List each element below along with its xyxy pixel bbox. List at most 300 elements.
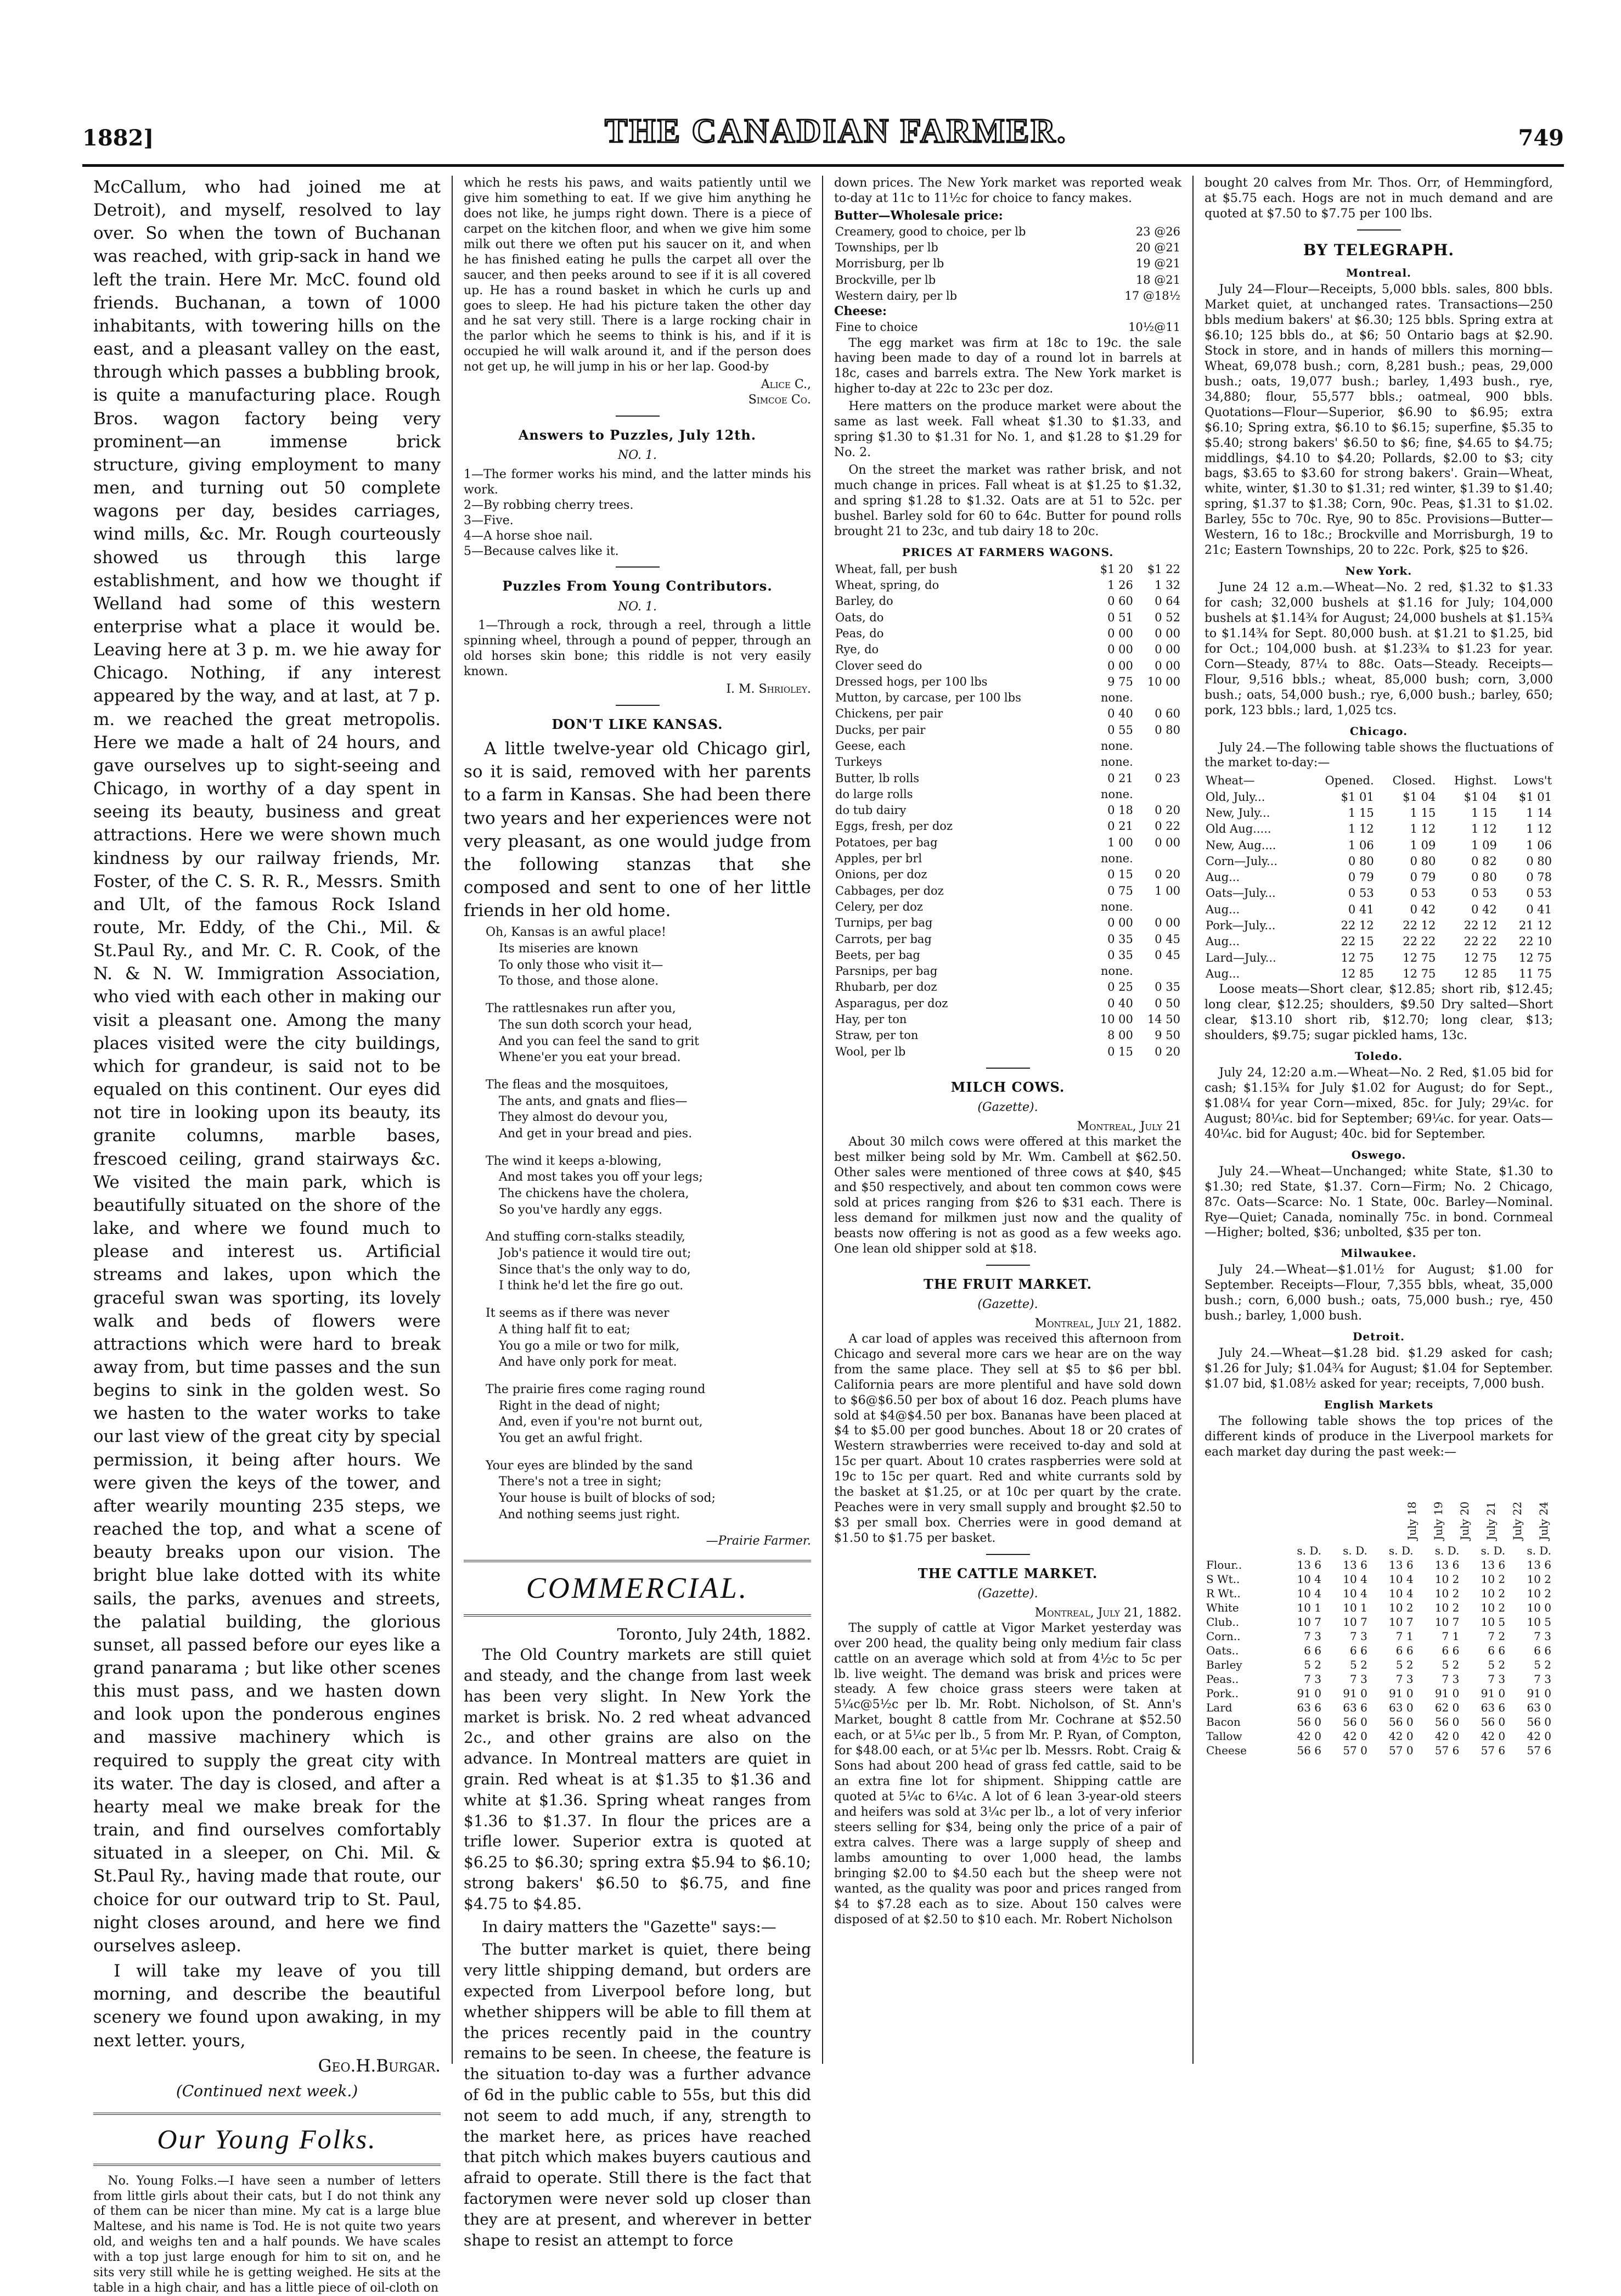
table-cell: 0 41: [1348, 902, 1374, 916]
poem-line: It seems as if there was never: [486, 1306, 669, 1321]
table-cell: [1134, 963, 1181, 979]
table-cell: 0 35: [1155, 980, 1180, 994]
answers-number: NO. 1.: [618, 448, 657, 463]
table-cell: 22 15: [1341, 935, 1374, 948]
column-3: [823, 176, 1194, 2064]
butter-heading: Butter—Wholesale price:: [834, 208, 1003, 223]
table-cell: 10 00: [1100, 1013, 1133, 1026]
table-cell: 56 6: [1297, 1743, 1322, 1757]
table-cell: 1 09: [1410, 838, 1436, 852]
young-folks-text: No. Young Folks.—I have seen a number of letters from little girls about their cats, but I do not think any of them can be nicer than mine. My cat is a large blue Maltese, and his name is Tod. He is not quite two years old, and weighs ten and a half pounds. We have scales with a top just large enough for him to sit on, and he sits very still while he is getting weighed. He sits at the table in a high chair, and has a little piece of oil-cloth on: [93, 2174, 441, 2295]
table-row: [1205, 1543, 1553, 1558]
divider: [986, 1554, 1030, 1555]
table-cell: none.: [1101, 787, 1133, 801]
table-row: [834, 787, 1181, 802]
cat-letter-location: Simcoe Co.: [748, 393, 811, 407]
table-cell: 20 @21: [1135, 241, 1180, 255]
poem-line: Job's patience it would tire out;: [499, 1247, 691, 1261]
commercial-gazette-intro: In dairy matters the "Gazette" says:—: [482, 1917, 776, 1936]
table-cell: Tallow: [1206, 1729, 1242, 1743]
table-cell: Hay, per ton: [835, 1013, 907, 1026]
table-cell: 0 25: [1107, 980, 1133, 994]
table-cell: 62 0: [1434, 1700, 1460, 1714]
table-cell: 0 50: [1155, 996, 1180, 1010]
table-cell: Wheat, fall, per bush: [835, 562, 958, 576]
table-cell: 91 0: [1434, 1686, 1460, 1700]
table-cell: 0 40: [1107, 707, 1133, 721]
continued-note: (Continued next week.): [176, 2081, 358, 2100]
commercial-dairy-text: The butter market is quiet, there being very little shipping demand, but orders are expected from Liverpool before long, but whether shippers will be able to fill them at the prices recently paid in the country remains to be seen. In cheese, the feature is the situation to-day was a further advance of 6d in the public cable to 55s, but this did not seem to add much, if any, strength to the market here, as prices have reached that pitch which makes buyers cautious and afraid to operate. Still there is the fact that factorymen were never sold up closer than they are at present, and wherever in better shape to resist an attempt to force: [464, 1940, 811, 2249]
table-cell: Oats..: [1206, 1643, 1239, 1657]
table-row: [834, 642, 1181, 658]
table-cell: 10 00: [1147, 675, 1180, 688]
table-cell: $1 04: [1403, 790, 1436, 804]
table-cell: 9 50: [1155, 1029, 1180, 1042]
milch-cows-dateline: Montreal, July 21: [1077, 1119, 1181, 1133]
table-cell: 10 7: [1389, 1615, 1414, 1629]
wagons-table: [834, 562, 1181, 1060]
table-row: [834, 738, 1181, 754]
english-date-label: July 22: [1511, 1501, 1524, 1540]
milwaukee-heading: Milwaukee.: [1341, 1247, 1417, 1260]
table-row: [834, 818, 1181, 834]
table-cell: Asparagus, per doz: [835, 996, 948, 1010]
commercial-heading: COMMERCIAL.: [464, 1560, 811, 1616]
table-cell: Aug...: [1206, 967, 1240, 980]
table-cell: 7 1: [1442, 1629, 1460, 1643]
newyork-text: June 24 12 a.m.—Wheat—No. 2 red, $1.32 to $1.33 for cash; 32,000 bushels at $1.16 for July; 104,000 bushels at $1.14¾ for August; 24,000 bushels at $1.15¾ to $1.14¾ for Sept. 80,000 bush. at $1.21 to $1.25, bid for Oct.; 104,000 bush. at $1.23¾ to $1.23 for year. Corn—Steady, 87¼ to 88c. Oats—Steady. Receipts—Flour, 9,516 bbls.; wheat, 85,000 bush; corn, 3,000 bush.; oats, 54,000 bush.; rye, 6,000 bush.; barley, 650; pork, 123 bbls.; lard, 1,025 tcs.: [1205, 581, 1553, 717]
fruit-market-source: (Gazette).: [977, 1298, 1038, 1312]
table-row: [834, 851, 1181, 867]
table-row: [1205, 1615, 1553, 1629]
table-row: [834, 706, 1181, 722]
kansas-poem: [464, 924, 811, 1523]
table-cell: none.: [1101, 691, 1133, 705]
table-cell: 63 6: [1297, 1700, 1322, 1714]
table-cell: none.: [1101, 852, 1133, 866]
table-cell: 57 0: [1389, 1743, 1414, 1757]
table-cell: 6 6: [1488, 1643, 1506, 1657]
cheese-table: [834, 319, 1181, 335]
table-cell: 0 00: [1107, 916, 1133, 930]
poem-line: And, even if you're not burnt out,: [499, 1415, 703, 1429]
divider: [986, 1265, 1030, 1266]
table-cell: 21 12: [1518, 919, 1552, 933]
table-cell: 56 0: [1389, 1715, 1414, 1728]
table-cell: 0 75: [1107, 884, 1133, 897]
table-row: [1205, 966, 1553, 982]
table-cell: Wool, per lb: [835, 1045, 906, 1058]
poem-line: And get in your bread and pies.: [499, 1126, 693, 1141]
table-cell: 0 80: [1471, 871, 1497, 884]
toledo-heading: Toledo.: [1354, 1049, 1403, 1063]
table-row: [1205, 1558, 1553, 1572]
table-cell: New, Aug....: [1206, 838, 1276, 852]
cattle-market-heading: THE CATTLE MARKET.: [918, 1565, 1098, 1581]
table-cell: 10 2: [1527, 1572, 1551, 1586]
egg-market-text: The egg market was firm at 18c to 19c. the sale having been made to day of a round lot in barrels at 18c, cases and barrels extra. The New York market is higher to-day at 22c to 23c per doz.: [834, 336, 1181, 396]
table-row: [834, 610, 1181, 626]
table-cell: 5 2: [1304, 1658, 1322, 1671]
table-cell: 42 0: [1434, 1729, 1460, 1743]
table-cell: 42 0: [1481, 1729, 1506, 1743]
table-cell: 10 5: [1481, 1615, 1506, 1629]
table-row: [1205, 805, 1553, 821]
poem-line: Right in the dead of night;: [499, 1399, 661, 1413]
table-cell: 6 6: [1304, 1643, 1322, 1657]
table-cell: Ducks, per pair: [835, 723, 926, 737]
table-cell: 13 6: [1343, 1558, 1367, 1571]
table-cell: Club..: [1206, 1615, 1240, 1629]
poem-line: The chickens have the cholera,: [499, 1187, 689, 1200]
table-cell: 0 00: [1155, 916, 1180, 930]
table-cell: 0 53: [1526, 886, 1552, 900]
table-cell: Dressed hogs, per 100 lbs: [835, 675, 988, 688]
table-cell: 10 4: [1389, 1586, 1414, 1600]
table-cell: 0 00: [1155, 643, 1180, 656]
table-cell: 91 0: [1527, 1686, 1551, 1700]
chicago-text: July 24.—The following table shows the fluctuations of the market to-day:—: [1205, 740, 1553, 770]
table-cell: 5 2: [1349, 1658, 1367, 1671]
table-cell: 0 20: [1155, 804, 1180, 817]
travel-letter-text: McCallum, who had joined me at Detroit), and myself, resolved to lay over. So when the town of Buchanan was reached, with grip-sack in hand we left the train. Here Mr. McC. found old friends. Buchanan, a town of 1000 inhabitants, with towering hills on the east, and a pleasant valley on the east, through which passes a bubbling brook, is quite a manufacturing place. Rough Bros. wagon factory being very prominent—an immense brick structure, giving employment to many men, and turning out 50 complete wagons per day, besides carriages, wind mills, &c. Mr. Rough courteously showed us through this large establishment, and how we thought if Welland had some of this western enterprise what a place it would be. Leaving here at 3 p. m. we hie away for Chicago. Nothing, if any interest appeared by the way, and at last, at 7 p. m. we reached the great metropolis. Here we made a halt of 24 hours, and gave ourselves up to sight-seeing and Chicago, in worthy of a day spent in seeing its beauty, business and great attractions. Here we were shown much kindness by our railway friends, Mr. Foster, of the C. S. R. R., Messrs. Smith and Ult, of the famous Rock Island route, Mr. Eddy, of the Chi., Mil. & St.Paul Ry., and Mr. C. R. Cook, of the N. & N. W. Immigration Association, who vied with each other in making our visit a pleasant one. Among the many places visited were the city buildings, which for grandeur, is said not to be equaled on this continent. Our eyes did not tire in looking upon its beauty, its granite columns, marble bases, frescoed ceiling, grand stairways &c. We visited the main park, which is beautifully situated on the shore of the lake, and where we found much to please and interest us. Artificial streams and lakes, upon which the graceful swan was sporting, its lovely walk and beds of flowers were attractions which were hard to break away from, but time passes and the sun begins to sink in the golden west. So we hasten to the water works to take our last view of the great city by special permission, it being after hours. We were given the keys of the tower, and after wearily mounting 235 steps, we reached the top, and what a scene of beauty breaks upon our vision. The bright blue lake dotted with its white sails, the parks, avenues and streets, the palatial building, the glorious sunset, all passed before our eyes like a grand panarama ; but like other scenes this must pass, and we hasten down and look upon the ponderous engines and massive machinery which is required to supply the great city with its water. The day is closed, and after a hearty meal we make break for the train, and find ourselves comfortably situated in a sleeper, on Chi. Mil. & St.Paul Ry., having made that route, our choice for our outward trip to St. Paul, night closes around, and here we find ourselves asleep.: [93, 177, 441, 1956]
table-cell: 19 @21: [1135, 257, 1180, 271]
newyork-heading: New York.: [1345, 564, 1412, 578]
table-cell: 0 55: [1107, 723, 1133, 737]
poem-line: The wind it keeps a-blowing,: [486, 1154, 662, 1168]
table-cell: do large rolls: [835, 787, 913, 801]
fruit-market-text: A car load of apples was received this afternoon from Chicago and several more cars we hear are on the way from the same place. They sell at $5 to $6 per bbl. California pears are more plentiful and have sold down to $6@$6.50 per box of about 16 doz. Peach plums have sold at $4@$4.50 per box. Bananas have been placed at $4 to $5.00 per good bunches. About 18 or 20 crates of Western strawberries were received to-day and sold at 15c per quart. About 10 crates raspberries were sold at 19c to 15c per quart. Red and white currants sold by the basket at $1.25, or at 10c per quart by the crate. Peaches were in very small supply and brought $2.50 to $3 per small box. Cherries were in good demand at $1.50 to $1.75 per basket.: [834, 1332, 1181, 1546]
cat-letter-signature: Alice C.,: [761, 378, 811, 392]
detroit-text: July 24.—Wheat—$1.28 bid. $1.29 asked for cash; $1.26 for July; $1.04¾ for August; $1.04 for September. $1.07 bid, $1.08½ asked for year; receipts, 7,000 bush.: [1205, 1346, 1553, 1391]
table-cell: Chickens, per pair: [835, 707, 943, 721]
table-cell: Rye, do: [835, 643, 879, 656]
table-cell: 1 00: [1107, 835, 1133, 849]
table-cell: [1134, 899, 1181, 915]
divider: [986, 1068, 1030, 1069]
table-cell: Pork—July...: [1206, 919, 1276, 933]
table-row: [1205, 1658, 1553, 1672]
table-cell: 0 80: [1155, 723, 1180, 737]
oswego-heading: Oswego.: [1351, 1148, 1406, 1161]
table-row: [834, 224, 1181, 240]
table-cell: 0 20: [1155, 868, 1180, 882]
butter-table: [834, 224, 1181, 304]
issue-year: 1882]: [82, 125, 154, 151]
table-cell: 7 3: [1349, 1672, 1367, 1686]
table-cell: 0 00: [1155, 659, 1180, 672]
table-cell: 0 00: [1107, 626, 1133, 640]
table-cell: Fine to choice: [835, 321, 918, 334]
table-cell: Lard: [1206, 1700, 1232, 1714]
table-cell: 57 6: [1527, 1743, 1551, 1757]
divider: [616, 705, 660, 706]
masthead-rule: [82, 164, 1564, 167]
table-cell: Wheat, spring, do: [835, 579, 939, 592]
english-date-label: July 21: [1484, 1501, 1498, 1540]
table-row: [1205, 869, 1553, 885]
answer-item: 5—Because calves like it.: [464, 544, 619, 558]
table-cell: Turkeys: [835, 755, 882, 769]
table-cell: Closed.: [1392, 774, 1436, 788]
table-cell: Cheese: [1206, 1743, 1247, 1757]
chicago-heading: Chicago.: [1349, 724, 1408, 738]
table-row: [1205, 1672, 1553, 1686]
answer-item: 4—A horse shoe nail.: [464, 529, 593, 543]
milch-cows-heading: MILCH COWS.: [950, 1079, 1065, 1095]
columns: [82, 176, 1564, 2295]
table-cell: 91 0: [1343, 1686, 1367, 1700]
table-cell: 12 75: [1403, 951, 1436, 964]
table-row: [1205, 821, 1553, 837]
poem-line: The fleas and the mosquitoes,: [486, 1077, 669, 1092]
poem-line: The sun doth scorch your head,: [499, 1018, 693, 1032]
table-row: [834, 754, 1181, 770]
table-cell: Apples, per brl: [835, 852, 922, 866]
detroit-heading: Detroit.: [1353, 1330, 1405, 1344]
table-cell: none.: [1101, 964, 1133, 978]
table-cell: s. D.: [1481, 1543, 1506, 1557]
table-cell: 5 2: [1395, 1658, 1414, 1671]
table-row: [834, 947, 1181, 963]
table-row: [834, 256, 1181, 272]
table-cell: s. D.: [1297, 1543, 1322, 1557]
table-cell: 10 2: [1481, 1572, 1506, 1586]
table-row: [1205, 1643, 1553, 1658]
table-cell: 0 18: [1107, 804, 1133, 817]
produce-market-text: Here matters on the produce market were about the same as last week. Fall wheat $1.30 to $1.33, and spring $1.30 to $1.31 for No. 1, and $1.28 to $1.29 for No. 2.: [834, 400, 1181, 460]
table-cell: Aug...: [1206, 935, 1240, 948]
table-cell: 1 06: [1526, 838, 1552, 852]
kansas-intro: A little twelve-year old Chicago girl, so it is said, removed with her parents to a farm in Kansas. She had been there two years and her experiences were not very pleasant, as one would judge from the following stanzas that she composed and sent to one of her little friends in her old home.: [464, 739, 811, 921]
table-cell: 0 80: [1410, 854, 1436, 868]
poem-line: Your eyes are blinded by the sand: [486, 1458, 693, 1473]
table-cell: 0 79: [1348, 871, 1374, 884]
young-folks-heading: Our Young Folks.: [93, 2113, 441, 2166]
table-cell: 0 35: [1107, 948, 1133, 962]
page-number: 749: [1518, 125, 1564, 151]
table-cell: Onions, per doz: [835, 868, 927, 882]
table-cell: $1 01: [1518, 790, 1552, 804]
table-cell: 56 0: [1527, 1715, 1551, 1728]
table-row: [1205, 773, 1553, 789]
table-row: [834, 562, 1181, 577]
table-cell: 13 6: [1481, 1558, 1506, 1571]
chicago-meats-text: Loose meats—Short clear, $12.85; short rib, $12.45; long clear, $12.25; shoulders, $9.50 Dry salted—Short clear, $13.10 short rib, $12.70; long clear, $13; shoulders, $9.75; sugar pickled hams, 13c.: [1205, 983, 1553, 1043]
table-cell: 0 42: [1410, 902, 1436, 916]
table-row: [1205, 1715, 1553, 1729]
street-market-text: On the street the market was rather brisk, and not much change in prices. Fall wheat is at $1.25 to $1.32, and spring $1.28 to $1.32. Oats are at 51 to 52c. per bushel. Barley sold for 60 to 64c. Butter for pound rolls brought 21 to 23c, and tub dairy 18 to 20c.: [834, 463, 1181, 538]
table-cell: 1 15: [1410, 806, 1436, 819]
poem-stanza: [486, 1458, 811, 1523]
fruit-market-heading: THE FRUIT MARKET.: [924, 1276, 1092, 1293]
table-cell: 0 64: [1155, 594, 1180, 608]
table-cell: 56 0: [1297, 1715, 1322, 1728]
table-cell: 63 0: [1389, 1700, 1414, 1714]
table-row: [834, 1012, 1181, 1028]
table-cell: 7 3: [1488, 1672, 1506, 1686]
poem-line: Your house is built of blocks of sod;: [499, 1491, 716, 1505]
column-2: [453, 176, 823, 2249]
table-cell: 9 75: [1107, 675, 1133, 688]
poem-stanza: [486, 1153, 811, 1219]
table-cell: 1 15: [1471, 806, 1497, 819]
poem-line: You go a mile or two for milk,: [499, 1339, 680, 1353]
table-cell: 10 4: [1297, 1586, 1322, 1600]
table-cell: 5 2: [1488, 1658, 1506, 1671]
toledo-text: July 24, 12:20 a.m.—Wheat—No. 2 Red, $1.05 bid for cash; $1.15¾ for July $1.02 for August; do for Sept., $1.08¼ for year Corn—mixed, 85c. for July; 29¼c. for August; 80¼c. bid for September; 69¼c. for year. Oats—40¼c. bid for August; 40c. bid for September.: [1205, 1066, 1553, 1141]
table-cell: 0 45: [1155, 948, 1180, 962]
poem-stanza: [486, 1077, 811, 1142]
table-cell: [1134, 851, 1181, 867]
table-cell: 10 4: [1343, 1572, 1367, 1586]
poem-stanza: [486, 1305, 811, 1371]
answer-item: 2—By robbing cherry trees.: [464, 498, 634, 512]
table-row: [834, 979, 1181, 995]
table-cell: S Wt..: [1206, 1572, 1240, 1586]
table-cell: 10 4: [1389, 1572, 1414, 1586]
table-cell: 7 3: [1304, 1672, 1322, 1686]
table-row: [1205, 1601, 1553, 1615]
poem-line: They almost do devour you,: [499, 1110, 668, 1125]
table-cell: 0 80: [1348, 854, 1374, 868]
table-cell: Lard—July...: [1206, 951, 1276, 964]
poem-line: To only those who visit it—: [499, 958, 663, 972]
table-row: [834, 722, 1181, 738]
table-cell: [1134, 738, 1181, 754]
table-cell: 0 23: [1155, 771, 1180, 785]
table-cell: 1 14: [1526, 806, 1552, 819]
table-row: [1205, 1700, 1553, 1715]
table-cell: 6 6: [1395, 1643, 1414, 1657]
table-cell: [1134, 690, 1181, 706]
poem-line: A thing half fit to eat;: [499, 1322, 631, 1337]
table-cell: [1134, 754, 1181, 770]
telegraph-heading: BY TELEGRAPH.: [1303, 240, 1455, 259]
table-cell: Western dairy, per lb: [835, 289, 958, 302]
table-cell: s. D.: [1434, 1543, 1460, 1557]
table-cell: 0 42: [1471, 902, 1497, 916]
table-row: [1205, 854, 1553, 869]
table-row: [834, 319, 1181, 335]
table-cell: 0 60: [1107, 594, 1133, 608]
table-row: [834, 1028, 1181, 1043]
table-row: [1205, 902, 1553, 918]
table-row: [1205, 1729, 1553, 1743]
table-cell: Old, July...: [1206, 790, 1265, 804]
table-row: [1205, 950, 1553, 966]
table-cell: Barley, do: [835, 594, 893, 608]
table-cell: 42 0: [1389, 1729, 1414, 1743]
poem-line: The rattlesnakes run after you,: [486, 1002, 676, 1016]
poem-line: And nothing seems just right.: [499, 1507, 680, 1522]
column-1: [82, 176, 453, 2295]
table-cell: 0 15: [1107, 1045, 1133, 1058]
table-cell: 7 3: [1534, 1672, 1551, 1686]
poem-line: To those, and those alone.: [499, 974, 659, 989]
poem-line: There's not a tree in sight;: [499, 1475, 662, 1489]
table-cell: Wheat—: [1206, 774, 1255, 788]
table-cell: s. D.: [1343, 1543, 1367, 1557]
table-cell: 56 0: [1481, 1715, 1506, 1728]
table-cell: 22 12: [1464, 919, 1497, 933]
table-cell: 10 7: [1343, 1615, 1367, 1629]
table-cell: Straw, per ton: [835, 1029, 919, 1042]
table-cell: 10 2: [1434, 1586, 1460, 1600]
table-row: [1205, 1743, 1553, 1758]
cattle-market-source: (Gazette).: [977, 1587, 1038, 1601]
table-cell: 1 06: [1348, 838, 1374, 852]
commercial-dateline: Toronto, July 24th, 1882.: [617, 1625, 811, 1643]
table-cell: 14 50: [1147, 1013, 1180, 1026]
table-cell: 0 21: [1107, 819, 1133, 833]
table-cell: 42 0: [1343, 1729, 1367, 1743]
column-4: [1194, 176, 1564, 2064]
table-cell: Aug...: [1206, 902, 1240, 916]
table-cell: 0 82: [1471, 854, 1497, 868]
table-cell: 0 53: [1410, 886, 1436, 900]
table-cell: [1134, 787, 1181, 802]
table-row: [834, 931, 1181, 947]
montreal-heading: Montreal.: [1346, 266, 1412, 280]
puzzles-heading: Puzzles From Young Contributors.: [502, 578, 773, 594]
english-date-label: July 18: [1405, 1501, 1419, 1540]
table-cell: 0 41: [1526, 902, 1552, 916]
english-date-headers: [1205, 1463, 1553, 1540]
table-cell: 0 80: [1526, 854, 1552, 868]
table-cell: Eggs, fresh, per doz: [835, 819, 953, 833]
table-cell: 6 6: [1534, 1643, 1551, 1657]
table-row: [834, 240, 1181, 256]
poem-stanza: [486, 1229, 811, 1294]
table-cell: 12 85: [1341, 967, 1374, 980]
table-cell: New, July...: [1206, 806, 1270, 819]
poem-line: I think he'd let the fire go out.: [499, 1279, 684, 1293]
answer-item: 3—Five.: [464, 513, 514, 527]
table-cell: $1 22: [1147, 562, 1180, 576]
table-cell: 42 0: [1527, 1729, 1551, 1743]
table-cell: 57 6: [1481, 1743, 1506, 1757]
newspaper-title: THE CANADIAN FARMER.: [605, 113, 1067, 150]
table-cell: Oats—July...: [1206, 886, 1276, 900]
table-cell: 10 1: [1297, 1601, 1322, 1614]
table-row: [834, 802, 1181, 818]
table-cell: Opened.: [1325, 774, 1374, 788]
table-cell: Pork..: [1206, 1686, 1239, 1700]
table-row: [1205, 1629, 1553, 1643]
table-cell: 0 00: [1155, 626, 1180, 640]
table-cell: 63 6: [1481, 1700, 1506, 1714]
table-cell: 10 2: [1389, 1601, 1414, 1614]
table-cell: Brockville, per lb: [835, 273, 936, 287]
newspaper-page: [82, 113, 1564, 2295]
table-row: [834, 915, 1181, 931]
table-cell: 1 12: [1526, 822, 1552, 836]
english-date-label: July 24: [1537, 1501, 1550, 1540]
table-row: [834, 577, 1181, 593]
poem-line: And you can feel the sand to grit: [499, 1034, 700, 1048]
table-cell: 10 7: [1434, 1615, 1460, 1629]
table-cell: Butter, lb rolls: [835, 771, 920, 785]
table-cell: 0 20: [1155, 1045, 1180, 1058]
table-cell: Townships, per lb: [835, 241, 938, 255]
table-cell: 57 0: [1343, 1743, 1367, 1757]
table-cell: 0 53: [1348, 886, 1374, 900]
table-cell: do tub dairy: [835, 804, 907, 817]
table-cell: 0 79: [1410, 871, 1436, 884]
table-cell: Carrots, per bag: [835, 932, 932, 946]
table-cell: 0 78: [1526, 871, 1552, 884]
